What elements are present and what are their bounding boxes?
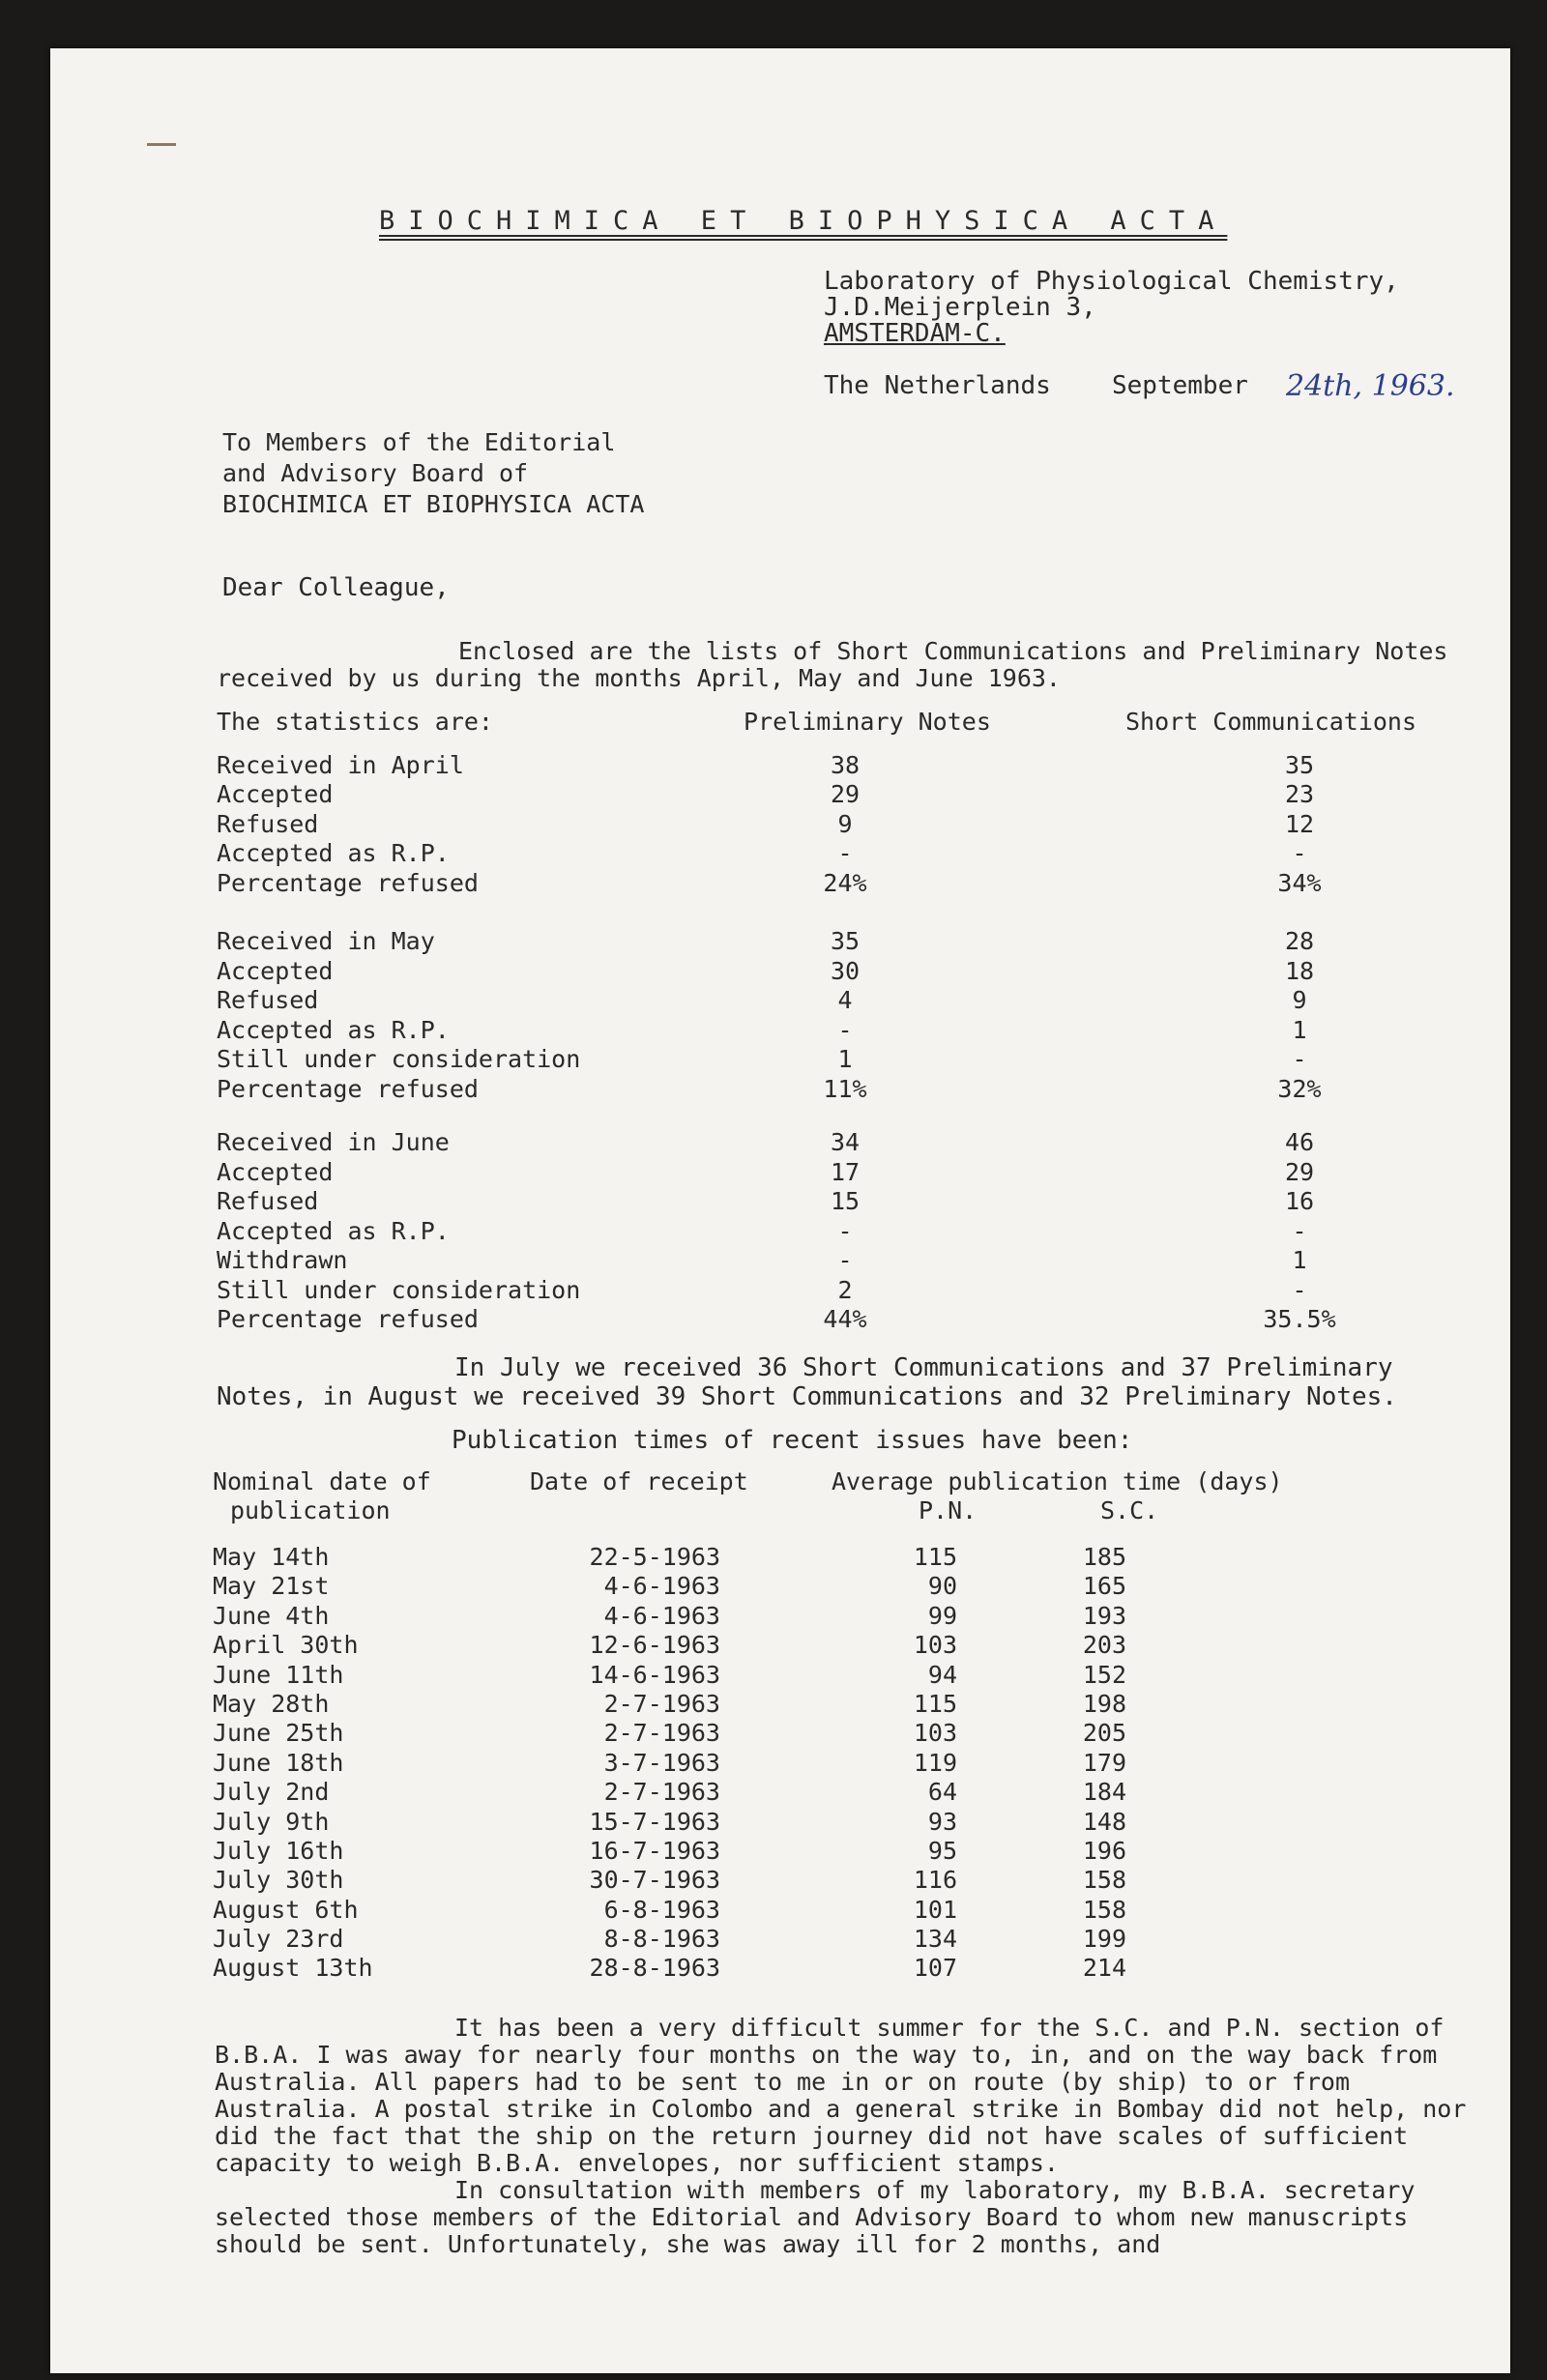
address-line-1: Laboratory of Physiological Chemistry, <box>824 267 1399 296</box>
stats-row-pn: - <box>837 1015 853 1044</box>
stats-row-sc: - <box>1292 1045 1307 1073</box>
stats-row <box>217 869 1464 899</box>
stats-row-sc: 34% <box>1277 868 1322 897</box>
stats-row <box>217 986 1464 1016</box>
stats-row-sc: 1 <box>1292 1015 1307 1044</box>
stats-row <box>217 1187 1464 1217</box>
publication-title: Publication times of recent issues have been: <box>452 1426 1133 1455</box>
summary-paragraph <box>217 1353 1474 1411</box>
row-sc-days: 158 <box>1082 1866 1126 1895</box>
stats-row-sc: 1 <box>1292 1246 1307 1274</box>
row-pn-days: 103 <box>913 1719 957 1748</box>
row-receipt-date: 4-6-1963 <box>603 1601 720 1630</box>
closing-paragraph-1: It has been a very difficult summer for the S.C. and P.N. section of B.B.A. I was away for nearly four months on the way to, in, and on the way back from Australia. All papers had to be sent to me in or on route (by ship) to or from Australia. A postal strike in Colombo and a general strike in Bombay did not help, nor did the fact that the ship on the return journey did not have scales of sufficient capacity to weigh B.B.A. envelopes, nor sufficient stamps. <box>215 2014 1467 2177</box>
row-pn-days: 115 <box>913 1689 957 1718</box>
stats-row-pn: 44% <box>823 1305 867 1333</box>
row-nominal-date: July 16th <box>213 1836 344 1865</box>
stats-row-sc: 18 <box>1284 956 1315 985</box>
stats-row-pn: 35 <box>830 927 861 955</box>
row-receipt-date: 2-7-1963 <box>603 1719 720 1748</box>
row-nominal-date: June 18th <box>213 1748 344 1777</box>
row-pn-days: 101 <box>913 1895 957 1924</box>
stats-row <box>217 927 1464 957</box>
recipient-line-2: and Advisory Board of <box>222 459 529 487</box>
stats-row <box>217 1128 1464 1158</box>
publication-row <box>213 1543 1470 1572</box>
row-sc-days: 193 <box>1082 1601 1126 1630</box>
stats-row-label: Percentage refused <box>217 1305 479 1333</box>
row-nominal-date: July 2nd <box>213 1778 330 1807</box>
row-pn-days: 134 <box>913 1925 957 1954</box>
row-receipt-date: 30-7-1963 <box>589 1866 720 1895</box>
row-nominal-date: August 13th <box>213 1954 373 1983</box>
stats-col-sc: Short Communications <box>1125 708 1417 736</box>
publication-row <box>213 1925 1470 1954</box>
stats-row-sc: 28 <box>1284 927 1315 955</box>
row-nominal-date: May 21st <box>213 1572 330 1601</box>
row-receipt-date: 6-8-1963 <box>603 1895 720 1924</box>
summary-text: In July we received 36 Short Communications and 37 Preliminary Notes, in August we received 39 Short Communications and 32 Preliminary Notes. <box>217 1353 1397 1411</box>
row-sc-days: 205 <box>1082 1719 1126 1748</box>
row-receipt-date: 2-7-1963 <box>603 1778 720 1807</box>
stats-row-sc: 32% <box>1277 1074 1322 1103</box>
row-nominal-date: May 28th <box>213 1689 330 1718</box>
row-pn-days: 93 <box>927 1807 957 1836</box>
col-nominal-1: Nominal date of <box>213 1467 431 1495</box>
stats-row <box>217 957 1464 987</box>
col-nominal-2: publication <box>230 1496 391 1524</box>
row-nominal-date: May 14th <box>213 1543 330 1571</box>
publication-row <box>213 1837 1470 1866</box>
journal-title: BIOCHIMICA ET BIOPHYSICA ACTA <box>379 206 1228 236</box>
stats-april <box>217 751 1464 899</box>
publication-row <box>213 1572 1470 1601</box>
date-prefix: September <box>1112 371 1248 400</box>
stats-row-pn: 2 <box>837 1275 853 1304</box>
stats-row-label: Refused <box>217 986 319 1014</box>
row-receipt-date: 28-8-1963 <box>589 1954 720 1983</box>
stats-row-sc: 23 <box>1284 780 1315 808</box>
publication-row <box>213 1954 1470 1983</box>
publication-row <box>213 1661 1470 1690</box>
stats-row-label: Still under consideration <box>217 1045 581 1073</box>
stats-row-label: Withdrawn <box>217 1246 348 1274</box>
stats-row-sc: 35 <box>1284 750 1315 779</box>
stats-row-sc: 12 <box>1284 809 1315 838</box>
publication-row <box>213 1808 1470 1837</box>
intro-text: Enclosed are the lists of Short Communications and Preliminary Notes received by us during the months April, May and June 1963. <box>217 637 1448 692</box>
col-receipt: Date of receipt <box>530 1467 748 1495</box>
row-sc-days: 185 <box>1082 1543 1126 1571</box>
row-receipt-date: 15-7-1963 <box>589 1807 720 1836</box>
row-pn-days: 90 <box>927 1572 957 1601</box>
closing-text <box>215 2015 1472 2258</box>
stats-row-label: Percentage refused <box>217 868 479 897</box>
row-sc-days: 196 <box>1082 1836 1126 1865</box>
publication-row <box>213 1778 1470 1807</box>
stats-row-pn: 11% <box>823 1074 867 1103</box>
letter-page <box>50 48 1510 2373</box>
row-pn-days: 115 <box>913 1543 957 1571</box>
row-sc-days: 165 <box>1082 1572 1126 1601</box>
row-sc-days: 199 <box>1082 1925 1126 1954</box>
publication-row <box>213 1749 1470 1778</box>
publication-row <box>213 1866 1470 1895</box>
row-receipt-date: 4-6-1963 <box>603 1572 720 1601</box>
row-receipt-date: 16-7-1963 <box>589 1836 720 1865</box>
stats-row-sc: - <box>1292 839 1307 867</box>
stats-row-label: Received in June <box>217 1128 450 1156</box>
row-receipt-date: 2-7-1963 <box>603 1689 720 1718</box>
stats-row <box>217 1276 1464 1306</box>
publication-header <box>213 1467 1470 1529</box>
stats-row <box>217 1045 1464 1075</box>
stats-row-label: Refused <box>217 1187 319 1215</box>
stats-row <box>217 1075 1464 1105</box>
publication-row <box>213 1719 1470 1748</box>
row-pn-days: 107 <box>913 1954 957 1983</box>
row-pn-days: 95 <box>927 1836 957 1865</box>
stats-row <box>217 1158 1464 1188</box>
row-nominal-date: April 30th <box>213 1631 359 1660</box>
row-sc-days: 198 <box>1082 1689 1126 1718</box>
stats-row-pn: 30 <box>830 956 861 985</box>
stats-row-pn: - <box>837 839 853 867</box>
stats-june <box>217 1128 1464 1335</box>
row-receipt-date: 12-6-1963 <box>589 1631 720 1660</box>
stats-row-pn: 4 <box>837 986 853 1014</box>
row-sc-days: 179 <box>1082 1748 1126 1777</box>
row-pn-days: 116 <box>913 1866 957 1895</box>
stats-row <box>217 751 1464 781</box>
row-pn-days: 94 <box>927 1660 957 1689</box>
row-sc-days: 148 <box>1082 1807 1126 1836</box>
publication-rows <box>213 1543 1470 1984</box>
stats-row-label: Accepted as R.P. <box>217 1216 450 1245</box>
closing-paragraph-2: In consultation with members of my laboratory, my B.B.A. secretary selected those members of the Editorial and Advisory Board to whom new manuscripts should be sent. Unfortunately, she was away ill for 2 months, and <box>215 2176 1416 2258</box>
ink-mark <box>147 143 176 146</box>
stats-row-label: Received in May <box>217 927 435 955</box>
country: The Netherlands <box>824 371 1051 400</box>
publication-row <box>213 1690 1470 1719</box>
stats-row-label: Accepted <box>217 1157 334 1186</box>
stats-header <box>217 708 1464 738</box>
stats-row-sc: 46 <box>1284 1128 1315 1156</box>
stats-row-pn: 29 <box>830 780 861 808</box>
stats-row <box>217 1246 1464 1276</box>
row-nominal-date: July 23rd <box>213 1925 344 1954</box>
address-line-3: AMSTERDAM-C. <box>824 319 1006 348</box>
row-pn-days: 119 <box>913 1748 957 1777</box>
col-average: Average publication time (days) <box>832 1467 1283 1495</box>
sender-address <box>824 269 1399 347</box>
salutation: Dear Colleague, <box>222 573 450 602</box>
row-nominal-date: June 11th <box>213 1660 344 1689</box>
stats-row-label: Still under consideration <box>217 1275 581 1304</box>
recipient-line-3: BIOCHIMICA ET BIOPHYSICA ACTA <box>222 490 645 518</box>
stats-row <box>217 780 1464 810</box>
row-pn-days: 99 <box>927 1601 957 1630</box>
publication-table <box>213 1467 1470 1984</box>
stats-row-pn: 24% <box>823 868 867 897</box>
row-sc-days: 214 <box>1082 1954 1126 1983</box>
stats-may <box>217 927 1464 1104</box>
stats-row-label: Accepted as R.P. <box>217 839 450 867</box>
stats-row-pn: 1 <box>837 1045 853 1073</box>
publication-row <box>213 1602 1470 1631</box>
row-receipt-date: 3-7-1963 <box>603 1748 720 1777</box>
statistics-table <box>217 708 1464 1335</box>
address-line-2: J.D.Meijerplein 3, <box>824 293 1096 322</box>
stats-row-pn: 9 <box>837 809 853 838</box>
row-sc-days: 203 <box>1082 1631 1126 1660</box>
stats-row-sc: 9 <box>1292 986 1307 1014</box>
stats-row-sc: - <box>1292 1216 1307 1245</box>
handwritten-date: 24th, 1963. <box>1286 369 1455 403</box>
stats-row-label: Accepted as R.P. <box>217 1015 450 1044</box>
stats-row-sc: - <box>1292 1275 1307 1304</box>
stats-row-sc: 29 <box>1284 1157 1315 1186</box>
stats-row-pn: - <box>837 1246 853 1274</box>
stats-row-pn: 38 <box>830 750 861 779</box>
row-nominal-date: June 25th <box>213 1719 344 1748</box>
stats-row-sc: 35.5% <box>1263 1305 1336 1333</box>
row-nominal-date: July 9th <box>213 1807 330 1836</box>
row-nominal-date: August 6th <box>213 1895 359 1924</box>
row-receipt-date: 22-5-1963 <box>589 1543 720 1571</box>
stats-row-pn: 34 <box>830 1128 861 1156</box>
stats-row-label: Accepted <box>217 956 334 985</box>
recipient-block <box>222 427 645 520</box>
stats-row-label: Received in April <box>217 750 464 779</box>
row-sc-days: 184 <box>1082 1778 1126 1807</box>
row-nominal-date: July 30th <box>213 1866 344 1895</box>
stats-row-label: Percentage refused <box>217 1074 479 1103</box>
stats-row <box>217 1305 1464 1335</box>
stats-row-sc: 16 <box>1284 1187 1315 1215</box>
recipient-line-1: To Members of the Editorial <box>222 428 616 456</box>
row-receipt-date: 8-8-1963 <box>603 1925 720 1954</box>
stats-col-pn: Preliminary Notes <box>744 708 991 736</box>
stats-label: The statistics are: <box>217 708 493 736</box>
stats-row-pn: 17 <box>830 1157 861 1186</box>
row-pn-days: 103 <box>913 1631 957 1660</box>
intro-paragraph <box>217 638 1464 692</box>
row-nominal-date: June 4th <box>213 1601 330 1630</box>
stats-row <box>217 839 1464 869</box>
col-sc: S.C. <box>1100 1496 1159 1524</box>
stats-row <box>217 1016 1464 1046</box>
col-pn: P.N. <box>919 1496 978 1524</box>
stats-row-label: Refused <box>217 809 319 838</box>
stats-row-label: Accepted <box>217 780 334 808</box>
stats-row-pn: - <box>837 1216 853 1245</box>
row-sc-days: 152 <box>1082 1660 1126 1689</box>
stats-row-pn: 15 <box>830 1187 861 1215</box>
stats-row <box>217 810 1464 840</box>
row-sc-days: 158 <box>1082 1895 1126 1924</box>
stats-row <box>217 1217 1464 1247</box>
publication-row <box>213 1631 1470 1660</box>
publication-row <box>213 1896 1470 1925</box>
row-pn-days: 64 <box>927 1778 957 1807</box>
row-receipt-date: 14-6-1963 <box>589 1660 720 1689</box>
